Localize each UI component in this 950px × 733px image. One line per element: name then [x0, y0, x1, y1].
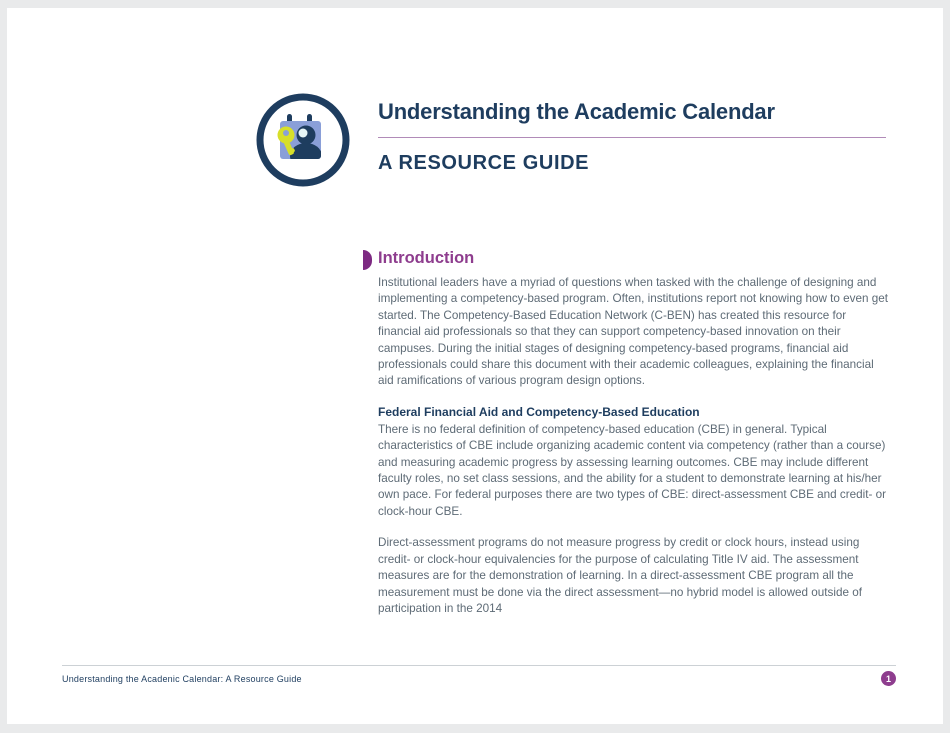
subsection-heading: Federal Financial Aid and Competency-Based Education: [378, 404, 700, 419]
footer-title: Understanding the Acadenic Calendar: A Resource Guide: [62, 673, 302, 684]
section-title: Introduction: [378, 249, 475, 267]
document-page: [7, 8, 943, 724]
page-number-badge: 1: [881, 671, 896, 686]
masthead: [378, 100, 886, 175]
logo-graphic: [255, 92, 351, 188]
academic-calendar-logo-icon: [255, 92, 351, 188]
document-subtitle: A RESOURCE GUIDE: [378, 152, 590, 175]
section-heading: [378, 249, 889, 268]
body-paragraph-2: There is no federal definition of competency-based education (CBE) in general. Typical characteristics of CBE include organizing academic content via competency (rather than a course) and measuring academic progress by assessing learning outcomes. CBE may include different faculty roles, no set class sessions, and the ability for a student to demonstrate learning at his/her own pace. For federal purposes there are two types of CBE: direct-assessment CBE and credit- or clock-hour CBE.: [378, 422, 886, 518]
document-title: Understanding the Academic Calendar: [378, 99, 775, 124]
section-marker-icon: [363, 250, 372, 270]
page-footer: [62, 665, 896, 686]
title-divider: [378, 137, 886, 138]
intro-paragraph: Institutional leaders have a myriad of questions when tasked with the challenge of designing and implementing a competency-based program. Often, institutions report not knowing how to even get started. The Competency-Based Education Network (C-BEN) has created this resource for financial aid professionals so that they can support competency-based innovation on their campuses. During the initial stages of designing competency-based programs, financial aid professionals could share this document with their academic colleagues, explaining the financial aid ramifications of various program design options.: [378, 276, 888, 388]
content-column: [378, 249, 889, 632]
body-paragraph-3: Direct-assessment programs do not measure progress by credit or clock hours, instead using credit- or clock-hour equivalencies for the purpose of calculating Title IV aid. The assessment measures are for the demonstration of learning. In a direct-assessment CBE program all the measurement must be done via the direct assessment—no hybrid model is allowed outside of participation in the 2014: [378, 536, 862, 615]
